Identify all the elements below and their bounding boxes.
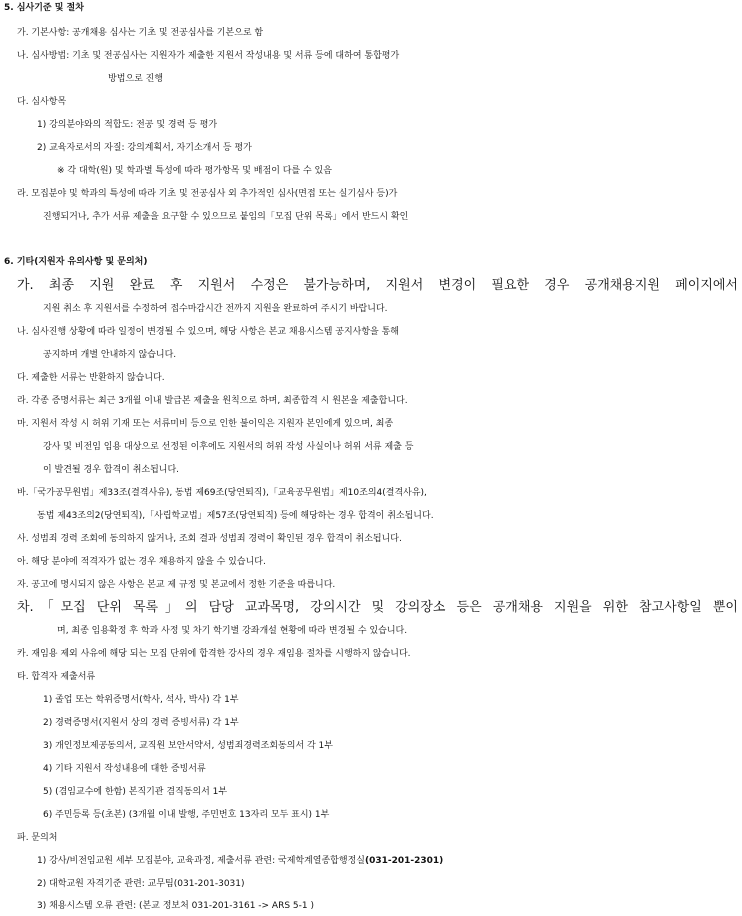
section5-da-note: ※ 각 대학(원) 및 학과별 특성에 따라 평가항목 및 배점이 다를 수 있음 <box>57 166 332 176</box>
section6-item-sa: 사. 성범죄 경력 조회에 동의하지 않거나, 조회 결과 성범죄 경력이 확인된 경우 합격이 취소됩니다. <box>17 534 402 544</box>
section6-ta-subitem-3: 3) 개인정보제공동의서, 교직원 보안서약서, 성범죄경력조회동의서 각 1부 <box>43 741 333 751</box>
section6-pa-subitem-3: 3) 채용시스템 오류 관련: (본교 정보처 031-201-3161 -> ARS 5-1 ) <box>37 901 314 911</box>
section6-ta-subitem-5: 5) (겸임교수에 한함) 본직기관 겸직동의서 1부 <box>43 787 228 797</box>
section6-ta-subitem-1: 1) 졸업 또는 학위증명서(학사, 석사, 박사) 각 1부 <box>43 695 239 705</box>
section5-da-subitem-2: 2) 교육자로서의 자질: 강의계획서, 자기소개서 등 평가 <box>37 143 252 153</box>
section6-item-na-line2: 공지하며 개별 안내하지 않습니다. <box>43 350 177 360</box>
section6-pa-subitem-1 <box>37 851 742 871</box>
section5-da-subitem-1: 1) 강의분야와의 적합도: 전공 및 경력 등 평가 <box>37 120 218 130</box>
section6-item-ma-line1: 마. 지원서 작성 시 허위 기재 또는 서류미비 등으로 인한 불이익은 지원자 본인에게 있으며, 최종 <box>17 419 394 429</box>
section6-ta-subitem-4: 4) 기타 지원서 작성내용에 대한 증빙서류 <box>43 764 206 774</box>
section6-pa-subitem-2: 2) 대학교원 자격기준 관련: 교무팀(031-201-3031) <box>37 879 245 889</box>
section6-item-ka: 카. 재임용 제외 사유에 해당 되는 모집 단위에 합격한 강사의 경우 재임용 절차를 시행하지 않습니다. <box>17 649 411 659</box>
section6-item-ga-line1: 가. 최종 지원 완료 후 지원서 수정은 불가능하며, 지원서 변경이 필요한 경우 공개채용지원 페이지에서 <box>17 278 738 293</box>
section6-ta-subitem-2: 2) 경력증명서(지원서 상의 경력 증빙서류) 각 1부 <box>43 718 239 728</box>
section6-item-ma-line2: 강사 및 비전임 임용 대상으로 선정된 이후에도 지원서의 허위 작성 사실이나 허위 서류 제출 등 <box>43 442 414 452</box>
section5-item-na-line1: 나. 심사방법: 기초 및 전공심사는 지원자가 제출한 지원서 작성내용 및 서류 등에 대하여 통합평가 <box>17 51 400 61</box>
section6-item-ma-line3: 이 발견될 경우 합격이 취소됩니다. <box>43 465 180 475</box>
section6-item-ba-line2: 동법 제43조의2(당연퇴직),「사립학교법」제57조(당연퇴직) 등에 해당하는 경우 합격이 취소됩니다. <box>37 511 434 521</box>
section6-item-ra: 라. 각종 증명서류는 최근 3개월 이내 발급본 제출을 원칙으로 하며, 최종합격 시 원본을 제출합니다. <box>17 396 408 406</box>
section5-item-da: 다. 심사항목 <box>17 97 67 107</box>
section6-item-cha-line2: 며, 최종 임용확정 후 학과 사정 및 차기 학기별 강좌개설 현황에 따라 변경될 수 있습니다. <box>57 626 408 636</box>
section5-title: 5. 심사기준 및 절차 <box>4 3 84 13</box>
section5-item-ga: 가. 기본사항: 공개채용 심사는 기초 및 전공심사를 기본으로 함 <box>17 28 264 38</box>
section6-item-na-line1: 나. 심사진행 상황에 따라 일정이 변경될 수 있으며, 해당 사항은 본교 채용시스템 공지사항을 통해 <box>17 327 399 337</box>
section6-item-cha-line1: 차.「모집 단위 목록」의 담당 교과목명, 강의시간 및 강의장소 등은 공개채용 지원을 위한 참고사항일 뿐이 <box>17 600 738 615</box>
section5-item-ra-line1: 라. 모집분야 및 학과의 특성에 따라 기초 및 전공심사 외 추가적인 심사(면접 또는 실기심사 등)가 <box>17 189 398 199</box>
section6-item-ta: 타. 합격자 제출서류 <box>17 672 96 682</box>
section6-item-da: 다. 제출한 서류는 반환하지 않습니다. <box>17 373 165 383</box>
section6-item-pa: 파. 문의처 <box>17 833 58 843</box>
section5-item-ra-line2: 진행되거나, 추가 서류 제출을 요구할 수 있으므로 붙임의「모집 단위 목록」에서 반드시 확인 <box>43 212 409 222</box>
contact-international-office-label: 1) 강사/비전임교원 세부 모집분야, 교육과정, 제출서류 관련: 국제학계열종합행정실 <box>37 856 365 866</box>
section6-ta-subitem-6: 6) 주민등록 등(초본) (3개월 이내 발행, 주민번호 13자리 모두 표시) 1부 <box>43 810 330 820</box>
contact-international-office-phone: (031-201-2301) <box>364 856 444 866</box>
section5-item-na-line2: 방법으로 진행 <box>108 74 164 84</box>
section6-title: 6. 기타(지원자 유의사항 및 문의처) <box>4 257 148 267</box>
section6-item-a: 아. 해당 분야에 적격자가 없는 경우 채용하지 않을 수 있습니다. <box>17 557 266 567</box>
section6-item-ba-line1: 바.「국가공무원법」제33조(결격사유), 동법 제69조(당연퇴직),「교육공무원법」제10조의4(결격사유), <box>17 488 427 498</box>
section6-item-ja: 자. 공고에 명시되지 않은 사항은 본교 제 규정 및 본교에서 정한 기준을 따릅니다. <box>17 580 336 590</box>
section6-item-ga-line2: 지원 취소 후 지원서를 수정하여 접수마감시간 전까지 지원을 완료하여 주시기 바랍니다. <box>43 304 388 314</box>
